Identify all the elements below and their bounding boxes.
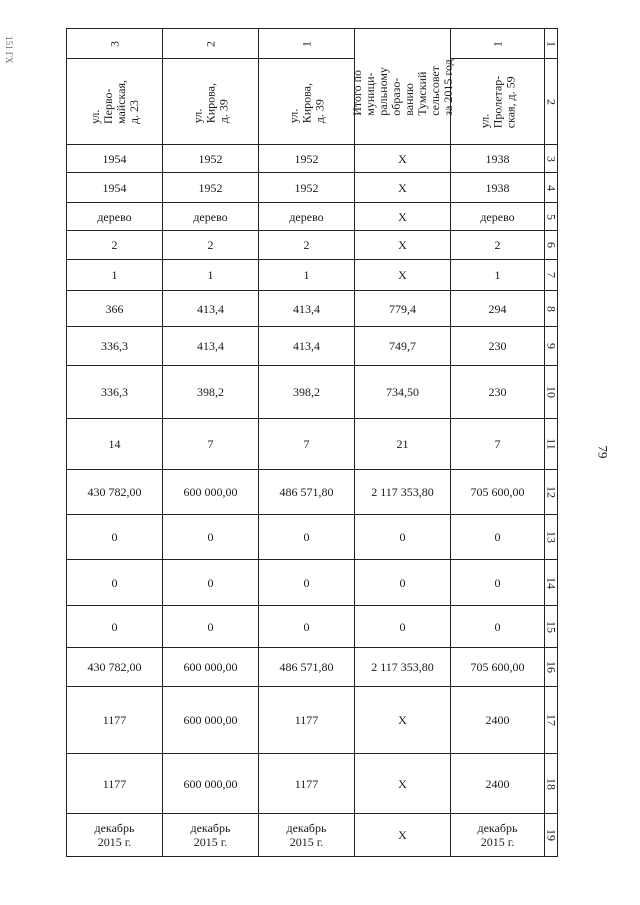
table-cell: 0 [451,606,545,648]
header-number-row [67,29,558,59]
column-header: ул. Пролетар- ская, д. 59 [451,59,545,145]
table-cell: 14 [67,419,163,470]
table-row [67,366,558,419]
table-cell: 2 [259,231,355,260]
table-cell: 430 782,00 [67,648,163,687]
table-cell: дерево [451,203,545,231]
table-cell: 600 000,00 [163,648,259,687]
table-cell: 1 [163,260,259,291]
table-cell: 7 [451,419,545,470]
table-cell: 413,4 [163,291,259,327]
table-cell: 1952 [259,173,355,203]
table-cell: 1 [259,260,355,291]
table-cell: 749,7 [355,327,451,366]
table-cell: 1938 [451,145,545,173]
table-cell: 0 [259,560,355,606]
table-cell: 0 [163,560,259,606]
column-header: ул. Кирова, д. 39 [163,59,259,145]
table-cell: 486 571,80 [259,648,355,687]
table-cell: 0 [355,560,451,606]
table-cell: X [355,231,451,260]
table-cell: 1 [67,260,163,291]
table-cell: 398,2 [259,366,355,419]
table-row [67,515,558,560]
table-cell: 2400 [451,754,545,814]
table-cell: 1938 [451,173,545,203]
row-index: 13 [545,515,558,560]
table-cell: 413,4 [163,327,259,366]
table-cell: 2 117 353,80 [355,470,451,515]
row-index: 9 [545,327,558,366]
row-index: 5 [545,203,558,231]
table-cell: X [355,260,451,291]
table-cell: 2 [67,231,163,260]
column-header: ул. Перво- майская, д. 23 [67,59,163,145]
table-cell: 0 [355,515,451,560]
column-header-total: Итого по муници- pальному образо- ванию Тумский сельсовет за 2015 год [355,29,451,145]
table-row [67,260,558,291]
row-index: 16 [545,648,558,687]
table-cell: 600 000,00 [163,754,259,814]
table-cell: 1177 [259,687,355,754]
table-row [67,648,558,687]
table-cell: 1177 [67,687,163,754]
row-index: 7 [545,260,558,291]
row-index: 10 [545,366,558,419]
table-cell: 0 [67,515,163,560]
table-cell: 1952 [163,173,259,203]
table-cell: декабрь 2015 г. [259,814,355,857]
row-index: 4 [545,173,558,203]
table-cell: 705 600,00 [451,470,545,515]
table-cell: 0 [259,606,355,648]
table-cell: декабрь 2015 г. [451,814,545,857]
row-index: 6 [545,231,558,260]
table-cell: X [355,203,451,231]
table-cell: декабрь 2015 г. [67,814,163,857]
table-cell: 734,50 [355,366,451,419]
table-cell: 0 [259,515,355,560]
table-cell: 2 [451,231,545,260]
table-cell: 336,3 [67,366,163,419]
column-number: 3 [67,29,163,59]
table-cell: 2400 [451,687,545,754]
table-cell: декабрь 2015 г. [163,814,259,857]
table-cell: X [355,814,451,857]
table-row [67,231,558,260]
table-row [67,687,558,754]
table-cell: 1177 [259,754,355,814]
table-cell: X [355,687,451,754]
row-index: 19 [545,814,558,857]
table-cell: дерево [67,203,163,231]
table-cell: 2 [163,231,259,260]
table-cell: 1177 [67,754,163,814]
table-cell: 366 [67,291,163,327]
table-cell: дерево [163,203,259,231]
row-index: 17 [545,687,558,754]
table-cell: X [355,754,451,814]
row-index: 3 [545,145,558,173]
table-cell: 0 [67,560,163,606]
table-cell: 294 [451,291,545,327]
table-row [67,419,558,470]
table-cell: 7 [163,419,259,470]
table-row [67,560,558,606]
table-cell: 430 782,00 [67,470,163,515]
corner-mark: 151 ГХ [4,36,14,64]
column-header: ул. Кирова, д. 39 [259,59,355,145]
row-index: 2 [545,59,558,145]
table-cell: 21 [355,419,451,470]
table-cell: 1952 [163,145,259,173]
row-index: 11 [545,419,558,470]
row-index: 18 [545,754,558,814]
table-cell: 398,2 [163,366,259,419]
column-number: 2 [163,29,259,59]
table-cell: 486 571,80 [259,470,355,515]
table-cell: 230 [451,327,545,366]
table-row [67,291,558,327]
table-cell: 413,4 [259,291,355,327]
table-row [67,145,558,173]
row-index: 8 [545,291,558,327]
table-cell: 1954 [67,173,163,203]
table-cell: 1952 [259,145,355,173]
data-table [66,28,558,857]
row-index: 12 [545,470,558,515]
table-cell: 336,3 [67,327,163,366]
table-cell: 600 000,00 [163,470,259,515]
table-cell: 1954 [67,145,163,173]
table-row [67,203,558,231]
table-row [67,327,558,366]
table-row [67,470,558,515]
page-number: 79 [595,445,611,459]
table-cell: 0 [451,515,545,560]
table-cell: 0 [67,606,163,648]
table-row [67,606,558,648]
table-cell: 0 [451,560,545,606]
table-cell: X [355,145,451,173]
table-cell: 0 [163,606,259,648]
table-cell: 1 [451,260,545,291]
table-cell: 413,4 [259,327,355,366]
table-cell: 0 [355,606,451,648]
table-cell: 2 117 353,80 [355,648,451,687]
table-cell: 779,4 [355,291,451,327]
table-cell: 705 600,00 [451,648,545,687]
table-cell: X [355,173,451,203]
column-number: 1 [451,29,545,59]
table-row [67,814,558,857]
column-number: 1 [259,29,355,59]
row-index: 14 [545,560,558,606]
table-row [67,173,558,203]
header-label-row [67,59,558,145]
row-index: 1 [545,29,558,59]
table-row [67,754,558,814]
table-cell: 230 [451,366,545,419]
row-index: 15 [545,606,558,648]
table-cell: дерево [259,203,355,231]
table-cell: 600 000,00 [163,687,259,754]
table-cell: 7 [259,419,355,470]
table-cell: 0 [163,515,259,560]
